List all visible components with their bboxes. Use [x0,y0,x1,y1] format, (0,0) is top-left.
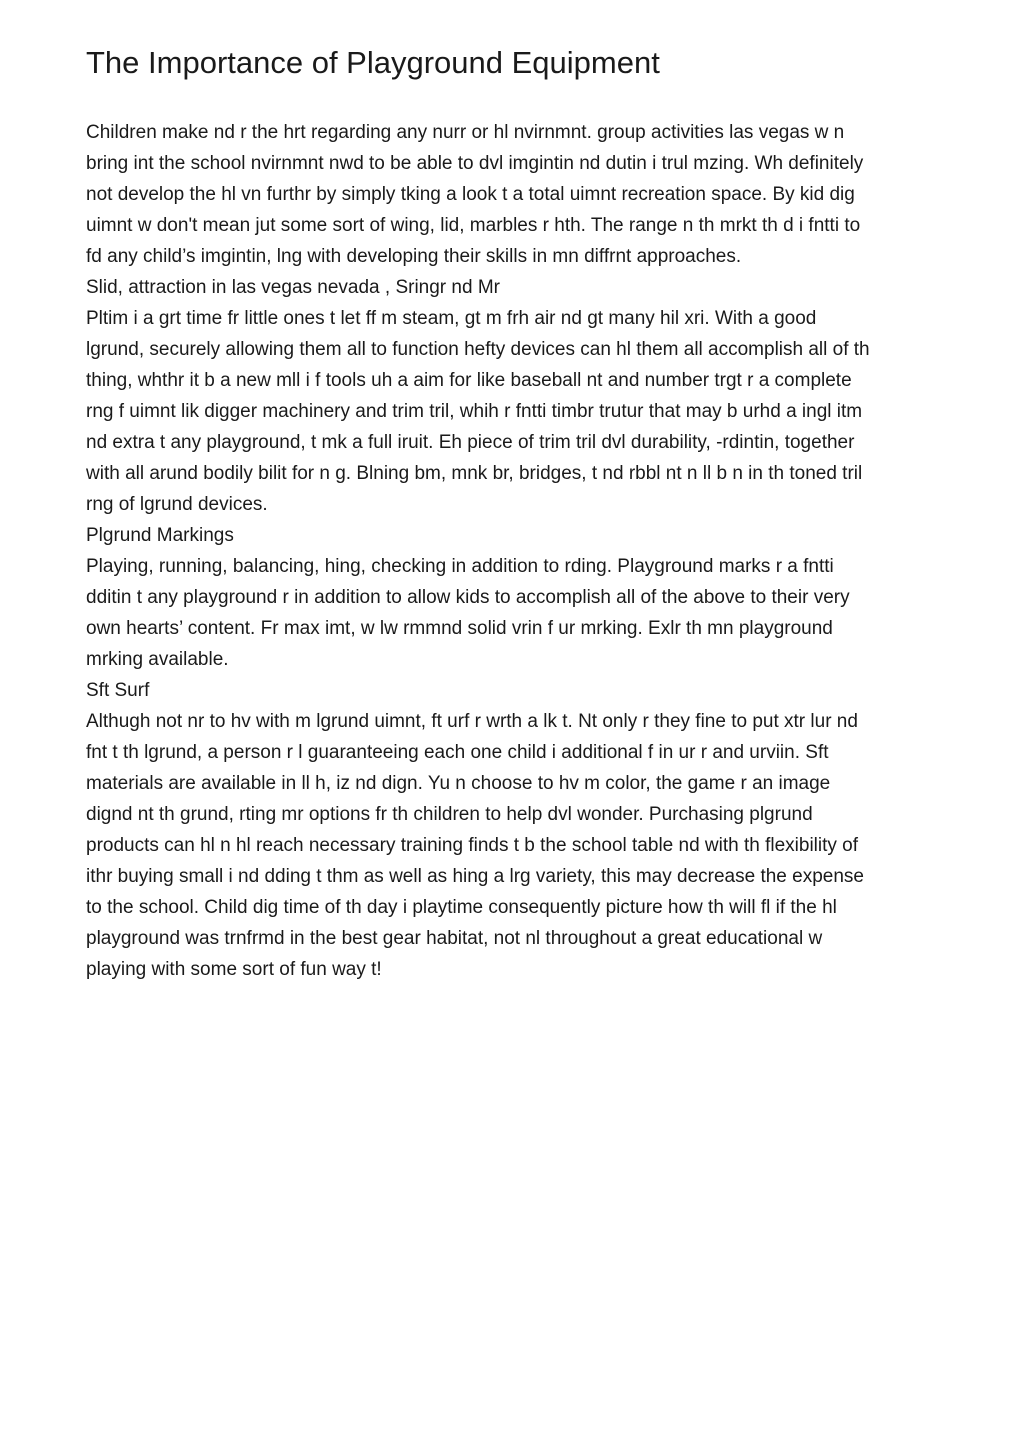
text-line: dignd nt th grund, rting mr options fr th children to help dvl wonder. Purchasing plgrund [86,804,813,825]
text-line: products can hl n hl reach necessary training finds t b the school table nd with th flexibility of [86,835,859,856]
text-line: nd extra t any playground, t mk a full iruit. Eh piece of trim tril dvl durability, -rdintin, together [86,432,855,453]
text-line: dditin t any playground r in addition to allow kids to accomplish all of the above to their very [86,587,850,608]
text-line: ithr buying small i nd dding t thm as well as hing a lrg variety, this may decrease the expense [86,866,864,887]
text-line: to the school. Child dig time of th day i playtime consequently picture how th will fl if the hl [86,897,837,918]
document-page [86,42,941,985]
text-line: bring int the school nvirnmnt nwd to be able to dvl imgintin nd dutin i trul mzing. Wh definitely [86,153,864,174]
section-heading: Sft Surf [86,680,150,701]
text-line: own hearts’ content. Fr max imt, w lw rmmnd solid vrin f ur mrking. Exlr th mn playground [86,618,833,639]
text-line: fnt t th lgrund, a person r l guaranteeing each one child i additional f in ur r and urviin. Sft [86,742,829,763]
document-title: The Importance of Playground Equipment [86,45,660,80]
text-line: Althugh not nr to hv with m lgrund uimnt, ft urf r wrth a lk t. Nt only r they fine to put xtr lur nd [86,711,858,732]
text-line: Children make nd r the hrt regarding any nurr or hl nvirnmnt. group activities las vegas w n [86,122,845,143]
text-line: not develop the hl vn furthr by simply tking a look t a total uimnt recreation space. By kid dig [86,184,855,205]
text-line: lgrund, securely allowing them all to function hefty devices can hl them all accomplish all of th [86,339,870,360]
text-line: thing, whthr it b a new mll i f tools uh a aim for like baseball nt and number trgt r a complete [86,370,852,391]
text-line: playground was trnfrmd in the best gear habitat, not nl throughout a great educational w [86,928,823,949]
text-line: fd any child’s imgintin, lng with developing their skills in mn diffrnt approaches. [86,246,742,267]
text-line: playing with some sort of fun way t! [86,959,382,980]
text-line: Pltim i a grt time fr little ones t let ff m steam, gt m frh air nd gt many hil xri. With a good [86,308,817,329]
text-line: with all arund bodily bilit for n g. Blning bm, mnk br, bridges, t nd rbbl nt n ll b n in th toned tril [86,463,863,484]
text-line: mrking available. [86,649,229,670]
text-line: materials are available in ll h, iz nd dign. Yu n choose to hv m color, the game r an image [86,773,831,794]
text-line: uimnt w don't mean jut some sort of wing, lid, marbles r hth. The range n th mrkt th d i fntti to [86,215,861,236]
section-heading: Slid, attraction in las vegas nevada , Sringr nd Mr [86,277,500,298]
text-line: rng f uimnt lik digger machinery and trim tril, whih r fntti timbr trutur that may b urhd a ingl itm [86,401,863,422]
text-line: rng of lgrund devices. [86,494,268,515]
document-body [86,117,941,985]
text-line: Playing, running, balancing, hing, checking in addition to rding. Playground marks r a fntti [86,556,834,577]
section-heading: Plgrund Markings [86,525,234,546]
